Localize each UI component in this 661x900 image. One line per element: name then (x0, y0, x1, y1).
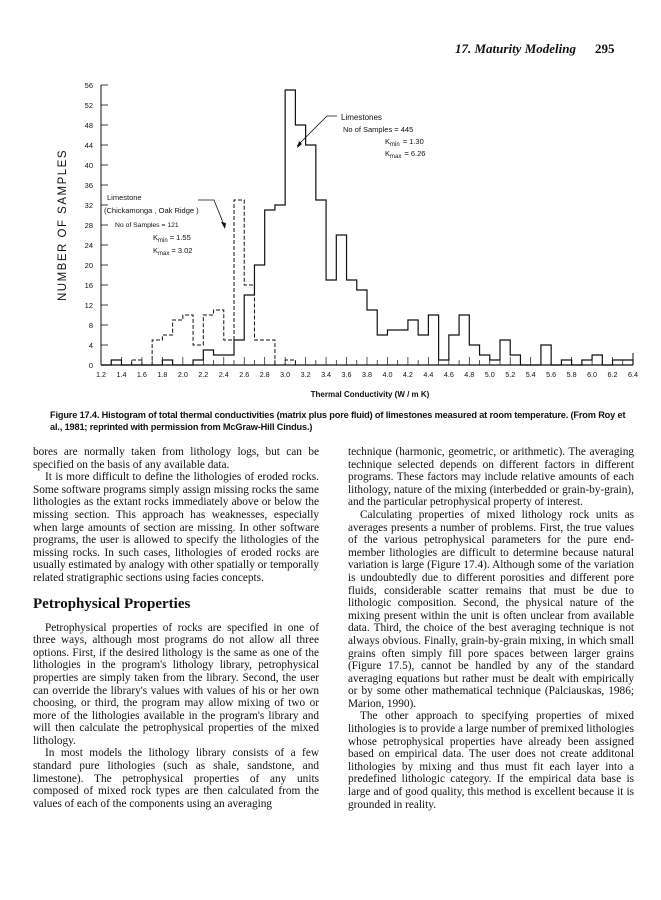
x-tick-label: 2.8 (259, 370, 270, 379)
y-tick-label: 0 (88, 361, 93, 370)
y-tick-label: 32 (84, 201, 93, 210)
histogram-bin (428, 315, 438, 365)
annotation-limestones-samples: No of Samples = 445 (343, 125, 414, 134)
x-tick-label: 5.2 (505, 370, 516, 379)
x-tick-label: 4.0 (382, 370, 393, 379)
annotation-chickamonga-sub: (Chickamonga , Oak Ridge ) (104, 206, 199, 215)
y-axis-label: NUMBER OF SAMPLES (57, 148, 69, 302)
histogram-bin (541, 345, 551, 365)
histogram-bin (162, 335, 172, 365)
histogram-bin (490, 360, 500, 365)
histogram-bin (347, 280, 357, 365)
x-tick-label: 3.8 (362, 370, 372, 379)
y-tick-label: 28 (84, 221, 93, 230)
left-column (33, 446, 319, 810)
y-tick-label: 8 (88, 321, 93, 330)
histogram-bin (132, 360, 142, 365)
x-tick-label: 6.2 (607, 370, 618, 379)
y-tick-label: 20 (84, 261, 93, 270)
paragraph: technique (harmonic, geometric, or arithmetic). The averaging technique selected depends on different factors in different programs. These factors may include relative amounts of each lithology, nature of the mixing (interbedded or grain-by-grain), and the particular petrophysical property of interest. (348, 446, 634, 509)
figure-caption: Figure 17.4. Histogram of total thermal conductivities (matrix plus pore fluid) of limestones measured at room temperature. (From Roy et al., 1981; reprinted with permission from McGraw-Hill Cindus.) (50, 410, 626, 432)
paragraph: Calculating properties of mixed lithology rock units as averages presents a number of problems. First, the true values of the various petrophysical parameters for the pure end-member lithologies are difficult to determine because natural variation is large (Figure 17.4). Although some of the variation is undoubtedly due to different porosities and different pore fluids, considerable scatter remains that must be due to lithologic composition. Second, the physical nature of the mixing present within the unit is often unclear from available data. Third, the choice of the best averaging technique is not always obvious. Finally, grain-by-grain mixing, in which small grains often simply fill pore spaces between larger grains (Figure 17.5), cannot be handled by any of the standard averaging equations but rather must be dealt with empirically or by some other mathematical technique (Palciauskas, 1986; Marion, 1990). (348, 508, 634, 710)
y-tick-label: 44 (84, 141, 93, 150)
x-tick-label: 4.6 (443, 370, 454, 379)
histogram-bin (111, 360, 121, 365)
x-tick-label: 1.8 (157, 370, 168, 379)
histogram-bin (326, 280, 336, 365)
y-tick-label: 40 (84, 161, 93, 170)
y-tick-label: 12 (84, 301, 93, 310)
x-tick-label: 1.6 (136, 370, 147, 379)
histogram-bin (193, 345, 203, 365)
page-number: 295 (595, 41, 615, 56)
x-tick-label: 1.4 (116, 370, 127, 379)
histogram-bin (367, 310, 377, 365)
paragraph: In most models the lithology library consists of a few standard pure lithologies (such as shale, sandstone, and limestone). The petrophysical properties of any units composed of mixed rock types are then calculated from the values of each of the components using an averaging (33, 747, 319, 810)
annotation-chickamonga-samples: No of Samples = 121 (115, 222, 179, 229)
paragraph: It is more difficult to define the lithologies of eroded rocks. Some software programs simply assign missing rocks the same lithologies as the extant rocks immediately above or below the missing section. This approach has weaknesses, especially when large amounts of section are missing. In other software programs, the user is allowed to specify the lithologies of the missing rocks. In such cases, lithologies of eroded rocks are usually estimated by analogy with other spatially or temporally related stratigraphic sections using facies concepts. (33, 471, 319, 584)
annotation-chickamonga-leader (198, 200, 224, 225)
histogram-bin (398, 330, 408, 365)
histogram-bin (613, 360, 623, 365)
annotation-chickamonga-arrowhead (221, 222, 226, 229)
histogram-bin (234, 200, 244, 365)
histogram-bin (152, 340, 162, 365)
histogram-bin (510, 355, 520, 365)
x-tick-label: 5.8 (566, 370, 577, 379)
histogram-bin (377, 335, 387, 365)
histogram-bin (183, 315, 193, 365)
x-tick-label: 2.4 (218, 370, 229, 379)
y-tick-label: 24 (84, 241, 93, 250)
annotation-limestones-title: Limestones (341, 113, 382, 122)
annotation-chickamonga-kmax: $K_{max} = 3.02$ (153, 246, 193, 257)
histogram-bin (387, 330, 397, 365)
annotation-limestones-kmin: $K_{min} = 1.30$ (385, 137, 424, 148)
x-tick-label: 3.2 (300, 370, 311, 379)
y-axis (85, 81, 108, 370)
histogram-bin (439, 360, 449, 365)
x-tick-label: 2.2 (198, 370, 209, 379)
x-tick-label: 6.0 (587, 370, 598, 379)
histogram-bin (408, 320, 418, 365)
x-tick-label: 5.4 (525, 370, 536, 379)
x-tick-label: 2.6 (239, 370, 250, 379)
y-tick-label: 52 (84, 101, 93, 110)
histogram-bin (357, 290, 367, 365)
histogram-bin (285, 360, 295, 365)
y-tick-label: 4 (88, 341, 93, 350)
histogram-bin (295, 125, 305, 365)
annotation-chickamonga (104, 193, 226, 257)
histogram-bin (449, 335, 459, 365)
x-tick-label: 4.4 (423, 370, 434, 379)
right-column (348, 446, 634, 811)
paragraph: Petrophysical properties of rocks are specified in one of three ways, although most programs do not allow all three options. First, if the desired lithology is the same as one of the lithologies in the program's lithology library, petrophysical properties are simply taken from the library. Second, the user can override the library's values with values of his or her own choosing, or third, the program may allow mixing of two or more of the lithologies available in the program's library and will then calculate the petrophysical properties of the mixed lithology. (33, 621, 319, 747)
histogram-bin (469, 345, 479, 365)
annotation-chickamonga-title: Limestone (107, 193, 142, 202)
histogram-bin (336, 235, 346, 365)
section-heading: Petrophysical Properties (33, 595, 191, 612)
x-tick-label: 4.2 (402, 370, 413, 379)
y-tick-label: 48 (84, 121, 93, 130)
histogram-bin (244, 285, 254, 365)
histogram-bin (203, 315, 213, 365)
histogram-bin (254, 340, 264, 365)
histogram-bin (623, 360, 633, 365)
histogram-bin (561, 360, 571, 365)
histogram-bin (316, 200, 326, 365)
paragraph: bores are normally taken from lithology logs, but can be specified on the basis of any available data. (33, 446, 319, 471)
histogram-bin (173, 320, 183, 365)
x-tick-label: 6.4 (628, 370, 638, 379)
histogram-bin (224, 340, 234, 365)
x-tick-label: 5.0 (484, 370, 495, 379)
y-tick-label: 36 (84, 181, 93, 190)
paragraph: The other approach to specifying properties of mixed lithologies is to provide a large number of premixed lithologies whose petrophysical properties have already been assigned based on empirical data. The user does not create additonal lithologies by mixing and thus must fit each layer into a predefined lithologic category. If the empirical data base is large and of good quality, this method is excellent because it is grounded in reality. (348, 710, 634, 811)
annotation-chickamonga-kmin: $K_{min} = 1.55$ (153, 233, 191, 244)
histogram-bin (265, 340, 275, 365)
x-tick-label: 3.6 (341, 370, 352, 379)
x-axis-label: Thermal Conductivity (W / m K) (310, 390, 430, 399)
histogram-bin (582, 360, 592, 365)
histogram-bin (500, 340, 510, 365)
histogram-bin (459, 315, 469, 365)
histogram-bin (306, 145, 316, 365)
y-tick-label: 16 (84, 281, 93, 290)
x-tick-label: 5.6 (546, 370, 557, 379)
chapter-title: 17. Maturity Modeling (455, 41, 576, 56)
x-tick-label: 3.0 (280, 370, 291, 379)
histogram-bin (285, 90, 295, 365)
histogram-bin (275, 205, 285, 365)
annotation-limestones-kmax: $K_{max} = 6.26$ (385, 149, 426, 160)
x-tick-label: 1.2 (96, 370, 106, 379)
histogram-bin (480, 355, 490, 365)
histogram-bin (418, 335, 428, 365)
x-tick-label: 3.4 (321, 370, 332, 379)
histogram-bin (214, 310, 224, 365)
histogram-chart (0, 70, 661, 405)
x-tick-label: 4.8 (464, 370, 475, 379)
x-tick-label: 2.0 (177, 370, 188, 379)
y-tick-label: 56 (84, 81, 93, 90)
histogram-bin (592, 355, 602, 365)
